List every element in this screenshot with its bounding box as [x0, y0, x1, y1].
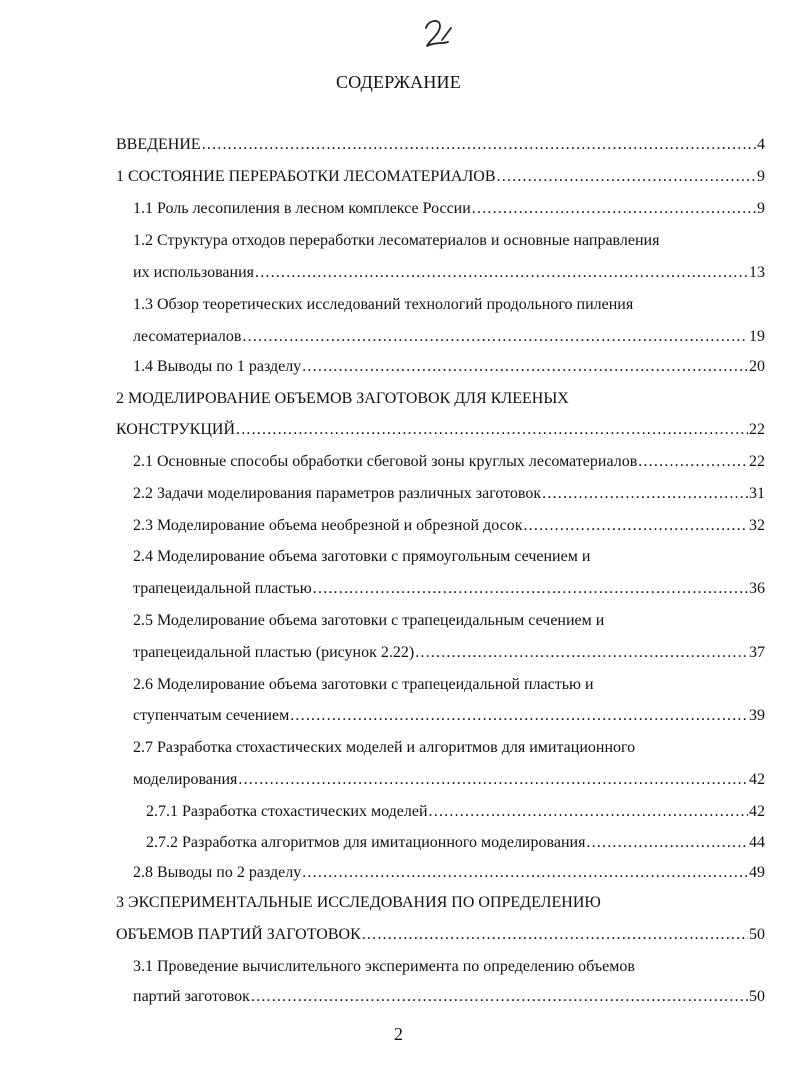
toc-title: 1.4 Выводы по 1 разделу — [133, 358, 302, 375]
toc-title: трапецеидальной пластью (рисунок 2.22) — [133, 644, 415, 661]
toc-entry-2-7-2[interactable] — [146, 834, 765, 856]
toc-page: 22 — [749, 453, 765, 470]
toc-entry-1-3[interactable] — [133, 328, 765, 350]
toc-title: 1 СОСТОЯНИЕ ПЕРЕРАБОТКИ ЛЕСОМАТЕРИАЛОВ — [116, 168, 496, 185]
toc-title: 2.1 Основные способы обработки сбеговой зоны круглых лесоматериалов — [133, 453, 638, 470]
toc-leader-dots — [429, 803, 748, 821]
toc-page: 36 — [749, 580, 765, 597]
toc-entry-3-1[interactable] — [133, 988, 765, 1010]
toc-title: 2.7.1 Разработка стохастических моделей — [146, 803, 428, 820]
toc-entry-2-7-line1[interactable]: 2.7 Разработка стохастических моделей и алгоритмов для имитационного — [133, 739, 636, 756]
toc-page: 22 — [749, 421, 765, 438]
toc-title: партий заготовок — [133, 988, 250, 1005]
toc-title: 2.8 Выводы по 2 разделу — [133, 864, 302, 881]
toc-title: моделирования — [133, 771, 238, 788]
toc-title: 2.2 Задачи моделирования параметров различных заготовок — [133, 485, 542, 502]
toc-leader-dots — [586, 834, 748, 852]
toc-title: трапецеидальной пластью — [133, 580, 312, 597]
toc-title: КОНСТРУКЦИЙ — [116, 421, 235, 438]
toc-leader-dots — [542, 485, 748, 503]
toc-leader-dots — [251, 988, 748, 1006]
toc-title: их использования — [133, 264, 255, 281]
toc-leader-dots — [202, 136, 756, 154]
toc-entry-2-5-line1[interactable]: 2.5 Моделирование объема заготовки с трапецеидальным сечением и — [133, 612, 605, 629]
toc-page: 31 — [749, 485, 765, 502]
toc-entry-2-3[interactable] — [133, 517, 765, 539]
toc-title: 2.3 Моделирование объема необрезной и обрезной досок — [133, 517, 523, 534]
toc-entry-3-1-line1[interactable]: 3.1 Проведение вычислительного эксперимента по определению объемов — [133, 958, 635, 975]
toc-entry-section-1[interactable] — [116, 168, 765, 190]
toc-title: 1.1 Роль лесопиления в лесном комплексе России — [133, 200, 471, 217]
toc-entry-1-2[interactable] — [133, 264, 765, 286]
toc-page: 42 — [749, 803, 765, 820]
toc-page: 19 — [749, 328, 765, 345]
toc-leader-dots — [313, 580, 748, 598]
toc-entry-section-2[interactable] — [116, 421, 765, 443]
toc-entry-1-3-line1[interactable]: 1.3 Обзор теоретических исследований технологий продольного пиления — [133, 296, 634, 313]
toc-leader-dots — [472, 200, 756, 218]
toc-page: 20 — [749, 358, 765, 375]
toc-entry-2-4[interactable] — [133, 580, 765, 602]
toc-page: 9 — [757, 168, 765, 185]
toc-entry-2-2[interactable] — [133, 485, 765, 507]
toc-entry-1-4[interactable] — [133, 358, 765, 380]
toc-leader-dots — [362, 926, 748, 944]
toc-leader-dots — [255, 264, 748, 282]
toc-leader-dots — [236, 421, 748, 439]
toc-leader-dots — [238, 771, 748, 789]
toc-entry-1-1[interactable] — [133, 200, 765, 222]
toc-page: 9 — [757, 200, 765, 217]
toc-page: 44 — [749, 834, 765, 851]
toc-entry-2-5[interactable] — [133, 644, 765, 666]
toc-page: 37 — [749, 644, 765, 661]
toc-title: лесоматериалов — [133, 328, 242, 345]
toc-entry-section-2-line1[interactable]: 2 МОДЕЛИРОВАНИЕ ОБЪЕМОВ ЗАГОТОВОК ДЛЯ КЛЕЕНЫХ — [116, 390, 569, 407]
toc-entry-section-3[interactable] — [116, 926, 765, 948]
toc-page: 4 — [757, 136, 765, 153]
toc-page: 32 — [749, 517, 765, 534]
toc-entry-2-7[interactable] — [133, 771, 765, 793]
toc-page: 50 — [749, 926, 765, 943]
toc-entry-2-7-1[interactable] — [146, 803, 765, 825]
toc-entry-2-6[interactable] — [133, 707, 765, 729]
toc-leader-dots — [497, 168, 756, 186]
toc-page: 39 — [749, 707, 765, 724]
handwritten-page-mark — [418, 14, 458, 54]
toc-title: ВВЕДЕНИЕ — [116, 136, 201, 153]
toc-entry-2-4-line1[interactable]: 2.4 Моделирование объема заготовки с прямоугольным сечением и — [133, 548, 591, 565]
toc-leader-dots — [302, 864, 748, 882]
toc-leader-dots — [523, 517, 748, 535]
toc-title: ступенчатым сечением — [133, 707, 290, 724]
toc-entry-1-2-line1[interactable]: 1.2 Структура отходов переработки лесоматериалов и основные направления — [133, 232, 660, 249]
page-number: 2 — [394, 1024, 403, 1044]
toc-leader-dots — [290, 707, 748, 725]
toc-entry-2-1[interactable] — [133, 453, 765, 475]
toc-leader-dots — [415, 644, 748, 662]
toc-entry-2-6-line1[interactable]: 2.6 Моделирование объема заготовки с трапецеидальной пластью и — [133, 676, 594, 693]
toc-page: 42 — [749, 771, 765, 788]
toc-leader-dots — [638, 453, 748, 471]
toc-leader-dots — [242, 328, 748, 346]
toc-page: 49 — [749, 864, 765, 881]
page-heading: СОДЕРЖАНИЕ — [336, 72, 461, 92]
toc-title: 2.7.2 Разработка алгоритмов для имитационного моделирования — [146, 834, 586, 851]
toc-title: ОБЪЕМОВ ПАРТИЙ ЗАГОТОВОК — [116, 926, 361, 943]
toc-page: 13 — [749, 264, 765, 281]
toc-leader-dots — [302, 358, 748, 376]
handwritten-two-icon — [418, 14, 458, 54]
toc-entry-2-8[interactable] — [133, 864, 765, 886]
toc-page: 50 — [749, 988, 765, 1005]
toc-entry-section-3-line1[interactable]: 3 ЭКСПЕРИМЕНТАЛЬНЫЕ ИССЛЕДОВАНИЯ ПО ОПРЕДЕЛЕНИЮ — [116, 894, 601, 911]
toc-entry-intro[interactable] — [116, 136, 765, 158]
